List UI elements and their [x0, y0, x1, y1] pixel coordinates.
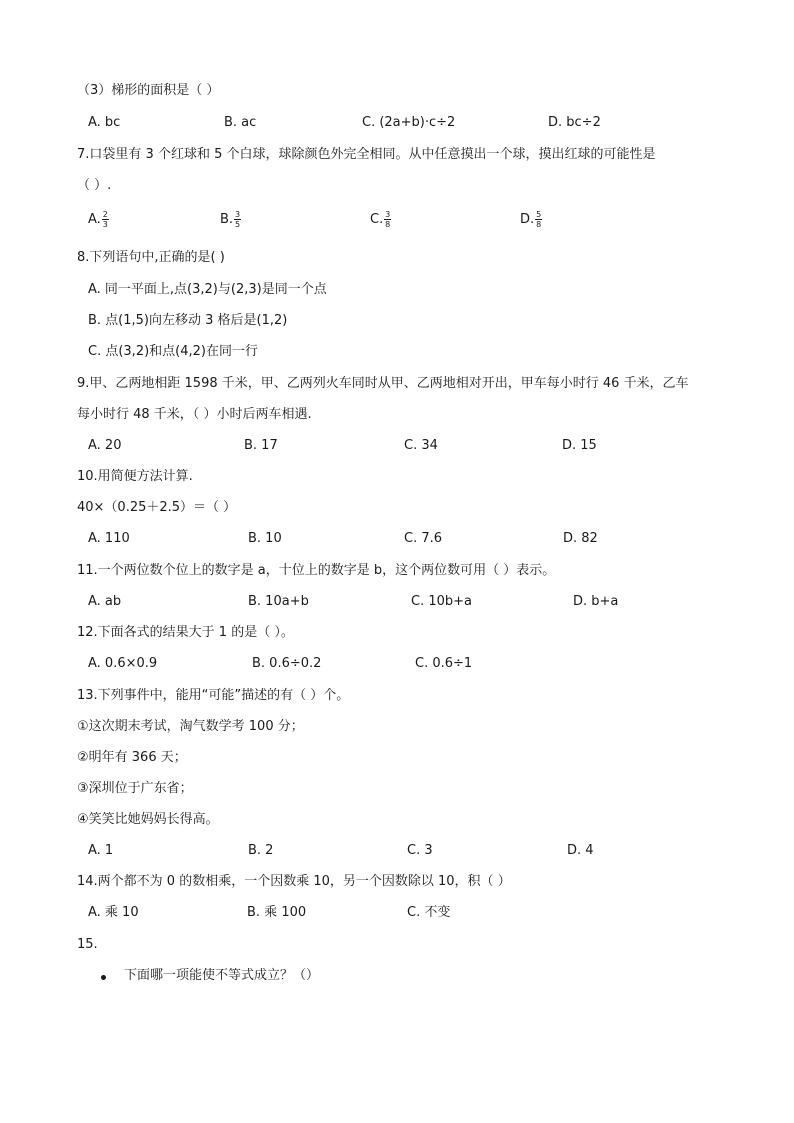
event-item: ①这次期末考试，淘气数学考 100 分； — [77, 719, 304, 734]
option-prefix: D. — [520, 212, 535, 227]
option-a[interactable]: A. 1 — [88, 843, 114, 858]
question-stem: 11.一个两位数个位上的数字是 a，十位上的数字是 b，这个两位数可用（ ）表示。 — [77, 563, 556, 578]
option-a[interactable]: A. 乘 10 — [88, 905, 139, 920]
option-d[interactable]: D. 82 — [563, 531, 598, 546]
option-d[interactable]: D. b+a — [573, 594, 619, 609]
denominator: 8 — [536, 220, 542, 229]
option-b[interactable]: B. 0.6÷0.2 — [252, 656, 322, 671]
option-b[interactable]: B. 17 — [244, 438, 278, 453]
numerator: 5 — [536, 210, 542, 219]
option-c[interactable] — [370, 210, 391, 229]
option-a[interactable]: A. 20 — [88, 438, 122, 453]
option-a[interactable]: A. 0.6×0.9 — [88, 656, 158, 671]
fraction — [234, 210, 241, 229]
event-item: ②明年有 366 天； — [77, 750, 187, 765]
denominator: 8 — [385, 220, 391, 229]
question-stem: 12.下面各式的结果大于 1 的是（ ）。 — [77, 625, 294, 640]
option-d[interactable]: D. bc÷2 — [548, 115, 601, 130]
question-stem-continued: （ ）. — [77, 178, 112, 193]
option-c[interactable]: C. 7.6 — [404, 531, 443, 546]
option-a[interactable]: A. bc — [88, 115, 121, 130]
numerator: 3 — [235, 210, 241, 219]
option-b[interactable]: B. 2 — [248, 843, 274, 858]
denominator: 3 — [102, 220, 108, 229]
fraction — [102, 210, 109, 229]
fraction — [384, 210, 391, 229]
option-a[interactable]: A. ab — [88, 594, 122, 609]
option-d[interactable]: D. 15 — [562, 438, 597, 453]
numerator: 2 — [102, 210, 108, 219]
option-b[interactable]: B. 乘 100 — [247, 905, 307, 920]
option-a[interactable]: A. 同一平面上,点(3,2)与(2,3)是同一个点 — [88, 282, 327, 297]
question-stem-continued: 40×（0.25＋2.5）＝（ ） — [77, 500, 237, 515]
option-a[interactable] — [88, 210, 109, 229]
numerator: 3 — [385, 210, 391, 219]
option-c[interactable]: C. 34 — [404, 438, 438, 453]
question-stem: 8.下列语句中,正确的是( ) — [77, 250, 225, 265]
option-c[interactable]: C. 0.6÷1 — [415, 656, 473, 671]
option-c[interactable]: C. 10b+a — [411, 594, 472, 609]
bullet-icon — [101, 975, 106, 980]
option-c[interactable]: C. 3 — [407, 843, 433, 858]
question-stem: 15. — [77, 937, 98, 952]
option-b[interactable]: B. 点(1,5)向左移动 3 格后是(1,2) — [88, 313, 288, 328]
option-b[interactable]: B. ac — [224, 115, 257, 130]
option-b[interactable]: B. 10 — [248, 531, 282, 546]
option-b[interactable] — [220, 210, 241, 229]
option-d[interactable]: D. 4 — [567, 843, 594, 858]
bullet-text: 下面哪一项能使不等式成立？（） — [124, 968, 320, 983]
question-stem: 9.甲、乙两地相距 1598 千米，甲、乙两列火车同时从甲、乙两地相对开出，甲车每小时行 46 千米，乙车 — [77, 376, 689, 391]
event-item: ③深圳位于广东省； — [77, 781, 193, 796]
option-d[interactable] — [520, 210, 542, 229]
option-c[interactable]: C. 点(3,2)和点(4,2)在同一行 — [88, 344, 258, 359]
fraction — [535, 210, 542, 229]
question-stem: 7.口袋里有 3 个红球和 5 个白球，球除颜色外完全相同。从中任意摸出一个球，摸出红球的可能性是 — [77, 147, 656, 162]
question-stem: 10.用简便方法计算. — [77, 469, 193, 484]
option-a[interactable]: A. 110 — [88, 531, 130, 546]
denominator: 5 — [235, 220, 241, 229]
question-stem-continued: 每小时行 48 千米，（ ）小时后两车相遇. — [77, 407, 312, 422]
option-prefix: B. — [220, 212, 234, 227]
question-stem: 14.两个都不为 0 的数相乘，一个因数乘 10，另一个因数除以 10，积（ ） — [77, 874, 511, 889]
option-prefix: C. — [370, 212, 384, 227]
event-item: ④笑笑比她妈妈长得高。 — [77, 812, 219, 827]
option-c[interactable]: C. (2a+b)·c÷2 — [362, 115, 456, 130]
option-b[interactable]: B. 10a+b — [248, 594, 309, 609]
option-c[interactable]: C. 不变 — [407, 905, 451, 920]
question-stem: 13.下列事件中，能用“可能”描述的有（ ）个。 — [77, 688, 350, 703]
option-prefix: A. — [88, 212, 101, 227]
question-stem: （3）梯形的面积是（ ） — [77, 83, 220, 98]
